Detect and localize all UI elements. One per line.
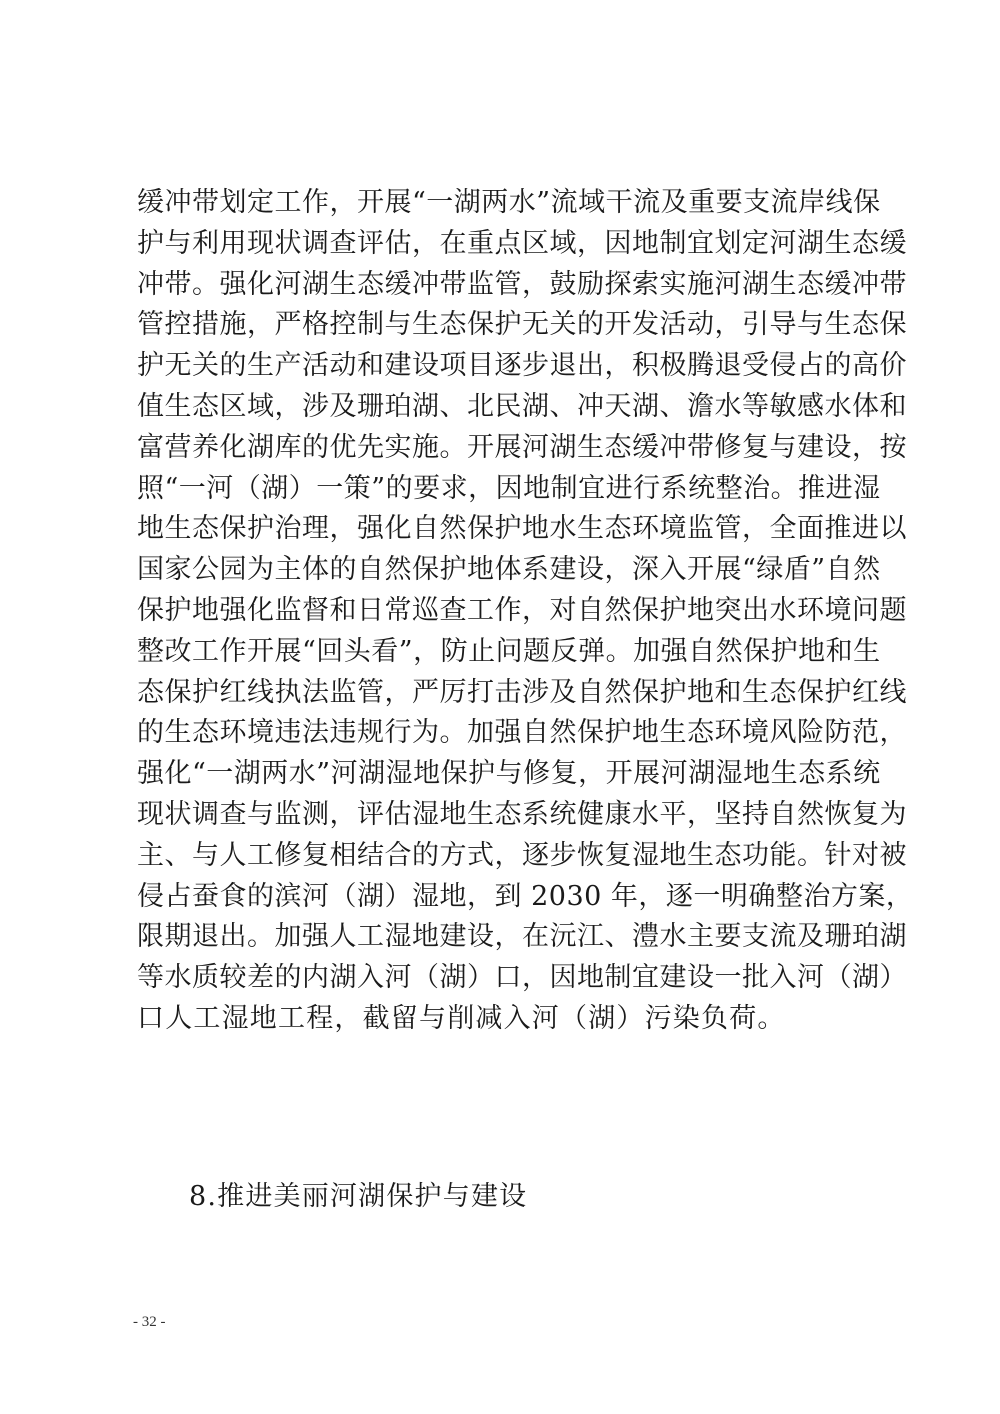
paragraph-line: 国家公园为主体的自然保护地体系建设，深入开展“绿盾”自然 <box>137 554 881 586</box>
paragraph-line: 富营养化湖库的优先实施。开展河湖生态缓冲带修复与建设，按 <box>137 431 907 463</box>
section-heading: 8.推进美丽河湖保护与建设 <box>189 1181 528 1212</box>
paragraph-line: 等水质较差的内湖入河（湖）口，因地制宜建设一批入河（湖） <box>137 962 907 994</box>
paragraph-line: 地生态保护治理，强化自然保护地水生态环境监管，全面推进以 <box>137 513 907 545</box>
paragraph-line: 缓冲带划定工作，开展“一湖两水”流域干流及重要支流岸线保 <box>137 187 881 218</box>
paragraph-line: 护与利用现状调查评估，在重点区域，因地制宜划定河湖生态缓 <box>137 227 907 259</box>
paragraph-line: 强化“一湖两水”河湖湿地保护与修复，开展河湖湿地生态系统 <box>137 758 881 790</box>
paragraph-line: 态保护红线执法监管，严厉打击涉及自然保护地和生态保护红线 <box>137 676 907 708</box>
paragraph-line: 值生态区域，涉及珊珀湖、北民湖、冲天湖、澹水等敏感水体和 <box>137 390 907 422</box>
paragraph-line: 侵占蚕食的滨河（湖）湿地，到 2030 年，逐一明确整治方案， <box>137 880 914 912</box>
paragraph-line: 照“一河（湖）一策”的要求，因地制宜进行系统整治。推进湿 <box>137 472 881 504</box>
page-number: - 32 - <box>133 1314 166 1330</box>
paragraph-line: 保护地强化监督和日常巡查工作，对自然保护地突出水环境问题 <box>137 594 907 626</box>
paragraph-line: 现状调查与监测，评估湿地生态系统健康水平，坚持自然恢复为 <box>137 798 907 830</box>
paragraph-line: 管控措施，严格控制与生态保护无关的开发活动，引导与生态保 <box>137 309 907 341</box>
paragraph-line: 冲带。强化河湖生态缓冲带监管，鼓励探索实施河湖生态缓冲带 <box>137 268 907 300</box>
paragraph-line: 护无关的生产活动和建设项目逐步退出，积极腾退受侵占的高价 <box>137 350 907 382</box>
paragraph-line: 主、与人工修复相结合的方式，逐步恢复湿地生态功能。针对被 <box>137 839 907 871</box>
paragraph-line: 口人工湿地工程，截留与削减入河（湖）污染负荷。 <box>137 1002 786 1034</box>
paragraph-line: 整改工作开展“回头看”，防止问题反弹。加强自然保护地和生 <box>137 635 881 667</box>
paragraph-line: 限期退出。加强人工湿地建设，在沅江、澧水主要支流及珊珀湖 <box>137 921 907 953</box>
paragraph-line: 的生态环境违法违规行为。加强自然保护地生态环境风险防范， <box>137 717 907 749</box>
body-paragraph <box>137 183 914 1040</box>
